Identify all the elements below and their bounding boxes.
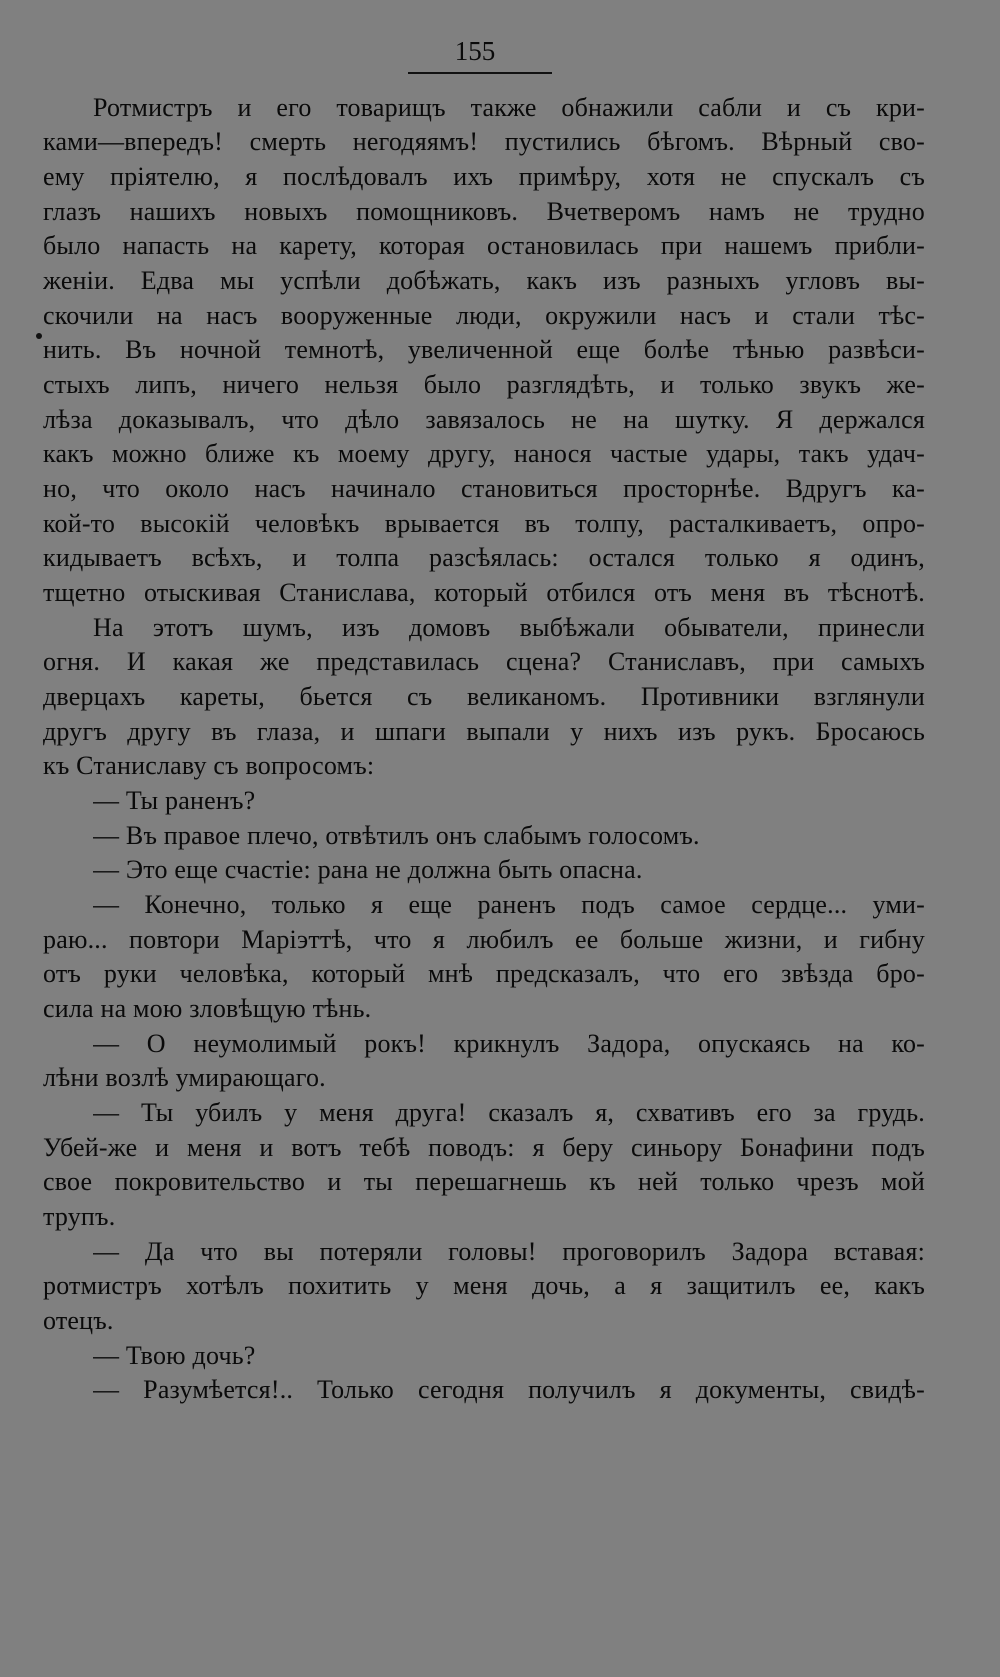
text-line: лѣза доказывалъ, что дѣло завязалось не на шутку. Я держался	[43, 405, 925, 434]
text-line: къ Станиславу съ вопросомъ:	[43, 751, 375, 780]
text-line: было напасть на карету, которая остановилась при нашемъ прибли-	[43, 231, 925, 260]
text-line: но, что около насъ начинало становиться просторнѣе. Вдругъ ка-	[43, 474, 925, 503]
text-line: стыхъ липъ, ничего нельзя было разглядѣть, и только звукъ же-	[43, 370, 925, 399]
text-line: отецъ.	[43, 1306, 114, 1335]
text-line: Ротмистръ и его товарищъ также обнажили сабли и съ кри-	[93, 93, 925, 122]
text-line: свое покровительство и ты перешагнешь къ ней только чрезъ мой	[43, 1167, 925, 1196]
text-line: — Это еще счастіе: рана не должна быть опасна.	[93, 855, 643, 884]
text-line: другъ другу въ глаза, и шпаги выпали у нихъ изъ рукъ. Бросаюсь	[43, 717, 925, 746]
page-number-rule	[408, 72, 552, 74]
text-line: — Твою дочь?	[93, 1341, 256, 1370]
text-line: ками—впередъ! смерть негодяямъ! пустились бѣгомъ. Вѣрный сво-	[43, 127, 925, 156]
text-line: дверцахъ кареты, бьется съ великаномъ. Противники взглянули	[43, 682, 925, 711]
margin-dot-mark	[36, 333, 42, 339]
text-line: — Конечно, только я еще раненъ подъ самое сердце... уми-	[93, 890, 925, 919]
text-line: скочили на насъ вооруженные люди, окружили насъ и стали тѣс-	[43, 301, 925, 330]
text-line: сила на мою зловѣщую тѣнь.	[43, 994, 372, 1023]
text-line: Убей-же и меня и вотъ тебѣ поводъ: я беру синьору Бонафини подъ	[43, 1133, 925, 1162]
text-line: кидываетъ всѣхъ, и толпа разсѣялась: остался только я одинъ,	[43, 543, 925, 572]
text-line: отъ руки человѣка, который мнѣ предсказалъ, что его звѣзда бро-	[43, 959, 925, 988]
text-line: лѣни возлѣ умирающаго.	[43, 1063, 326, 1092]
text-line: ротмистръ хотѣлъ похитить у меня дочь, а я защитилъ ее, какъ	[43, 1271, 925, 1300]
text-line: тщетно отыскивая Станислава, который отбился отъ меня въ тѣснотѣ.	[43, 578, 925, 607]
text-line: — О неумолимый рокъ! крикнулъ Задора, опускаясь на ко-	[93, 1029, 925, 1058]
text-line: — Разумѣется!.. Только сегодня получилъ я документы, свидѣ-	[93, 1375, 925, 1404]
text-line: На этотъ шумъ, изъ домовъ выбѣжали обыватели, принесли	[93, 613, 925, 642]
text-line: — Ты раненъ?	[93, 786, 256, 815]
text-line: — Ты убилъ у меня друга! сказалъ я, схвативъ его за грудь.	[93, 1098, 925, 1127]
text-line: какъ можно ближе къ моему другу, нанося частые удары, такъ удач-	[43, 439, 925, 468]
text-line: кой-то высокій человѣкъ врывается въ толпу, расталкиваетъ, опро-	[43, 509, 925, 538]
text-line: ему пріятелю, я послѣдовалъ ихъ примѣру, хотя не спускалъ съ	[43, 162, 925, 191]
text-line: трупъ.	[43, 1202, 116, 1231]
text-line: — Въ правое плечо, отвѣтилъ онъ слабымъ голосомъ.	[93, 821, 700, 850]
text-line: женіи. Едва мы успѣли добѣжать, какъ изъ разныхъ угловъ вы-	[43, 266, 925, 295]
text-line: глазъ нашихъ новыхъ помощниковъ. Вчетверомъ намъ не трудно	[43, 197, 925, 226]
page-number: 155	[454, 36, 496, 66]
text-line: — Да что вы потеряли головы! проговорилъ Задора вставая:	[93, 1237, 925, 1266]
text-line: раю... повтори Маріэттѣ, что я любилъ ее больше жизни, и гибну	[43, 925, 925, 954]
text-line: огня. И какая же представилась сцена? Станиславъ, при самыхъ	[43, 647, 925, 676]
text-line: нить. Въ ночной темнотѣ, увеличенной еще болѣе тѣнью развѣси-	[43, 335, 925, 364]
